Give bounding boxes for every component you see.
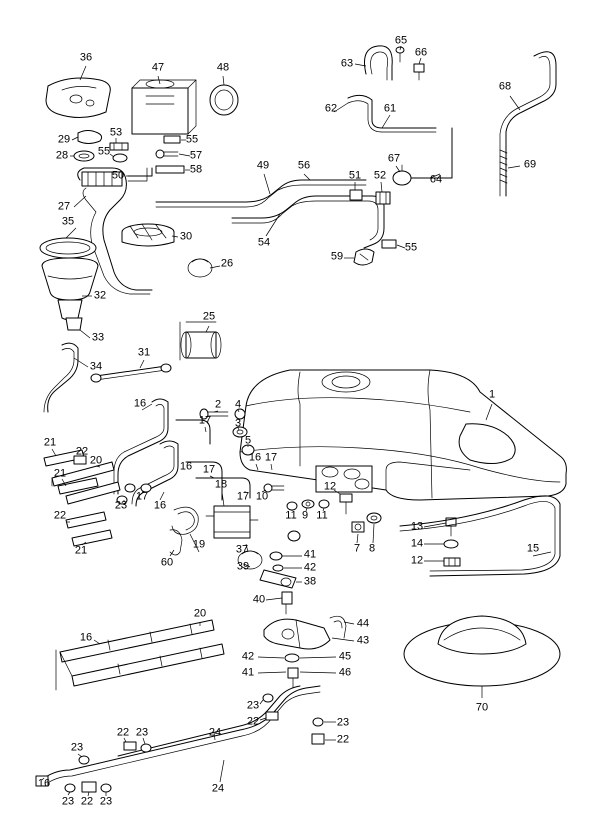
callout-33: 33 <box>91 331 105 344</box>
part-55-clip-left <box>113 154 127 162</box>
callout-63: 63 <box>340 57 354 70</box>
callout-17-b: 17 <box>264 451 278 464</box>
part-33-cap <box>66 318 82 330</box>
part-49-line <box>156 180 366 207</box>
callout-17-c: 17 <box>202 463 216 476</box>
callout-22-e: 22 <box>116 726 130 739</box>
part-9-washer <box>302 500 314 508</box>
part-70-cover <box>404 616 560 686</box>
callout-41-a: 41 <box>303 548 317 561</box>
callout-9: 9 <box>301 509 309 522</box>
callout-56: 56 <box>297 159 311 172</box>
part-7-nut <box>352 522 364 532</box>
part-41-washer <box>270 552 282 560</box>
part-55-clip-mid <box>382 240 396 248</box>
part-47-housing <box>132 80 196 134</box>
callout-24-b: 24 <box>211 782 225 795</box>
callout-31: 31 <box>137 346 151 359</box>
callout-4: 4 <box>234 398 242 411</box>
callout-27: 27 <box>57 200 71 213</box>
part-34-hose <box>44 343 78 412</box>
callout-44: 44 <box>356 617 370 630</box>
callout-19: 19 <box>192 538 206 551</box>
part-68-tube <box>500 52 556 196</box>
callout-16-e: 16 <box>79 631 93 644</box>
callout-65: 65 <box>394 34 408 47</box>
part-11-washer-b <box>319 500 329 508</box>
part-13-bolt <box>446 518 456 536</box>
part-15-strap <box>400 496 560 576</box>
callout-34: 34 <box>89 360 103 373</box>
callout-23-e: 23 <box>70 741 84 754</box>
part-46-bolt <box>288 668 298 688</box>
callout-3: 3 <box>234 417 242 430</box>
callout-23-g: 23 <box>99 795 113 808</box>
part-14-washer <box>444 540 458 548</box>
callout-36: 36 <box>79 51 93 64</box>
callout-23-b: 23 <box>246 699 260 712</box>
part-54-line <box>232 196 384 248</box>
callout-43: 43 <box>356 634 370 647</box>
part-53-clamp <box>110 143 128 150</box>
callout-61: 61 <box>383 102 397 115</box>
callout-24-a: 24 <box>208 726 222 739</box>
part-36-cover <box>46 78 110 118</box>
part-26-clamp <box>188 259 212 277</box>
part-8-washer <box>367 513 381 523</box>
part-22-tube-a <box>66 512 106 528</box>
callout-1: 1 <box>488 388 496 401</box>
callout-7: 7 <box>353 542 361 555</box>
part-25-hose <box>180 322 221 360</box>
part-66-nut <box>414 64 424 80</box>
part-58-bracket <box>156 166 184 173</box>
callout-10: 10 <box>255 490 269 503</box>
callout-58: 58 <box>189 163 203 176</box>
callout-17-e: 17 <box>236 490 250 503</box>
part-57-screw <box>156 150 178 158</box>
part-5-nut-lower <box>288 531 300 541</box>
callout-11-a: 11 <box>285 509 297 522</box>
part-22-clamp-a <box>266 712 278 720</box>
callout-22-c: 22 <box>246 715 260 728</box>
callout-47: 47 <box>151 61 165 74</box>
part-38-bracket <box>260 570 296 588</box>
callout-12-a: 12 <box>323 480 337 493</box>
callout-2: 2 <box>214 398 222 411</box>
callout-12-b: 12 <box>410 554 424 567</box>
callout-23-c: 23 <box>336 716 350 729</box>
part-12-nut-right <box>444 558 460 566</box>
callout-21-c: 21 <box>74 544 88 557</box>
callout-66: 66 <box>414 46 428 59</box>
part-23-clamp-d <box>79 756 89 764</box>
callout-22-b: 22 <box>53 509 67 522</box>
callout-41-b: 41 <box>241 666 255 679</box>
part-24-lines <box>44 686 320 784</box>
callout-16-a: 16 <box>133 397 147 410</box>
part-23-clamp-b <box>313 718 323 726</box>
part-18-filter <box>206 506 258 538</box>
part-28-washer <box>74 151 94 161</box>
part-52-nut <box>376 192 390 204</box>
callout-17-d: 17 <box>135 490 149 503</box>
callout-8: 8 <box>368 542 376 555</box>
callout-11-b: 11 <box>316 509 328 522</box>
part-45-washer <box>285 654 299 662</box>
part-32-funnel <box>42 258 98 320</box>
callout-13: 13 <box>410 520 424 533</box>
part-59-clip <box>354 249 374 265</box>
callout-20-a: 20 <box>89 454 103 467</box>
callout-30: 30 <box>179 230 193 243</box>
callout-62: 62 <box>324 102 338 115</box>
callout-70: 70 <box>475 701 489 714</box>
callout-35: 35 <box>61 215 75 228</box>
part-44-clip <box>330 616 346 638</box>
callout-16-b: 16 <box>179 460 193 473</box>
callout-52: 52 <box>373 169 387 182</box>
part-1-fuel-tank <box>240 370 566 500</box>
callout-26: 26 <box>220 257 234 270</box>
part-22-clamp-c <box>124 742 136 750</box>
callout-49: 49 <box>256 159 270 172</box>
part-20-strap-lower <box>60 620 224 686</box>
callout-28: 28 <box>55 149 69 162</box>
callout-23-d: 23 <box>135 726 149 739</box>
callout-21-a: 21 <box>43 436 57 449</box>
part-35-gasket <box>40 238 96 258</box>
callout-16-c: 16 <box>248 451 262 464</box>
part-23-clamp-f <box>101 784 111 792</box>
callout-40: 40 <box>252 593 266 606</box>
part-55-clip-right <box>164 136 180 143</box>
callout-23-f: 23 <box>61 795 75 808</box>
part-22-clamp-d <box>82 782 96 792</box>
callout-55-c: 55 <box>404 241 418 254</box>
callout-42-b: 42 <box>241 650 255 663</box>
callout-68: 68 <box>498 80 512 93</box>
callout-25: 25 <box>202 310 216 323</box>
part-63-hose <box>365 46 393 80</box>
part-40-bolt <box>282 592 292 614</box>
callout-57: 57 <box>189 149 203 162</box>
callout-16-d: 16 <box>153 499 167 512</box>
callout-17-a: 17 <box>198 414 212 427</box>
callout-67: 67 <box>387 152 401 165</box>
callout-18: 18 <box>214 478 228 491</box>
callout-32: 32 <box>93 289 107 302</box>
callout-16-f: 16 <box>37 777 51 790</box>
callout-55-b: 55 <box>97 145 111 158</box>
part-51-nut <box>350 190 362 200</box>
callout-37: 37 <box>235 543 249 556</box>
part-23-clamp-a <box>263 694 273 702</box>
callout-21-b: 21 <box>53 467 67 480</box>
part-42-washer <box>273 565 283 571</box>
part-23-clamp-e <box>65 784 75 792</box>
callout-42-a: 42 <box>303 561 317 574</box>
callout-46: 46 <box>338 666 352 679</box>
part-31-rod <box>89 360 171 382</box>
callout-69: 69 <box>523 158 537 171</box>
callout-48: 48 <box>216 61 230 74</box>
callout-22-a: 22 <box>75 445 89 458</box>
callout-38: 38 <box>303 575 317 588</box>
callout-22-d: 22 <box>336 733 350 746</box>
callout-45: 45 <box>338 650 352 663</box>
callout-14: 14 <box>410 537 424 550</box>
part-48-ring <box>210 85 238 115</box>
part-29-clip <box>78 131 102 144</box>
callout-60: 60 <box>160 556 174 569</box>
part-43-bracket <box>264 619 330 649</box>
callout-5-a: 5 <box>244 434 252 447</box>
part-22-clamp-b <box>312 734 324 744</box>
callout-15: 15 <box>526 542 540 555</box>
callout-59: 59 <box>330 250 344 263</box>
callout-53: 53 <box>109 126 123 139</box>
callout-50: 50 <box>111 169 125 182</box>
callout-39: 39 <box>236 560 250 573</box>
part-12-bolt <box>340 494 352 514</box>
part-60-clip <box>170 530 182 555</box>
part-50-hose <box>128 168 152 181</box>
callout-23-a: 23 <box>114 499 128 512</box>
callout-51: 51 <box>348 169 362 182</box>
callout-22-f: 22 <box>80 795 94 808</box>
part-30-screen <box>122 224 174 246</box>
part-23-clamp-c <box>141 744 151 752</box>
callout-20-b: 20 <box>193 607 207 620</box>
part-67-bracket <box>393 128 452 185</box>
callout-64: 64 <box>429 173 443 186</box>
callout-29: 29 <box>57 133 71 146</box>
callout-55-a: 55 <box>185 133 199 146</box>
callout-54: 54 <box>257 236 271 249</box>
